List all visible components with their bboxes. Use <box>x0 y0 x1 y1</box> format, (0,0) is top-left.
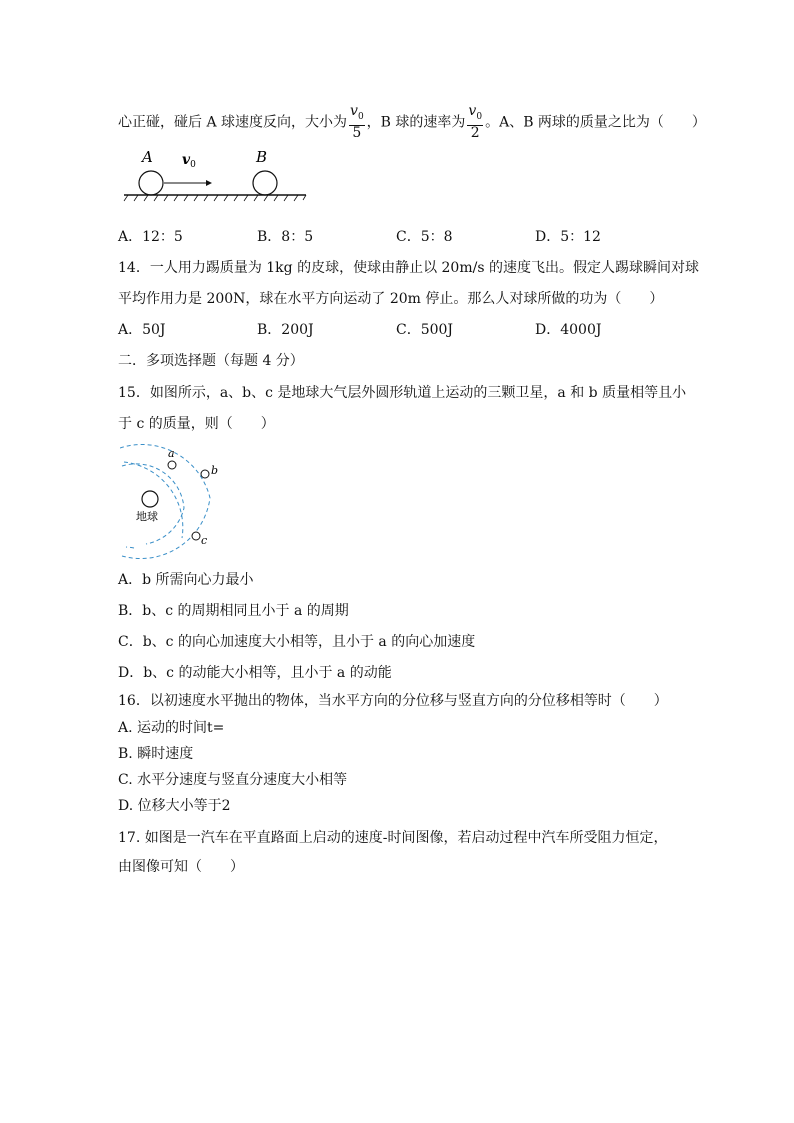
q13-stem-part1: 心正碰，碰后 A 球速度反向，大小为 <box>118 114 348 131</box>
q13-label-v0: $v_0$ <box>182 152 196 170</box>
q16-option-c[interactable]: C. 水平分速度与竖直分速度大小相等 <box>118 772 348 788</box>
q13-fraction-v0-over-5: $\frac{v_0}{5}$ <box>350 103 364 141</box>
q14-option-c[interactable]: C．500J <box>396 322 454 338</box>
q15-satellite-a <box>168 461 176 469</box>
q16-option-a[interactable]: A. 运动的时间t= <box>118 720 225 736</box>
q17-stem-line1: 17. 如图是一汽车在平直路面上启动的速度-时间图像，若启动过程中汽车所受阻力恒定， <box>118 830 668 846</box>
q15-option-b[interactable]: B．b、c 的周期相同且小于 a 的周期 <box>118 603 349 619</box>
q15-stem-line1: 15．如图所示，a、b、c 是地球大气层外圆形轨道上运动的三颗卫星，a 和 b 质量相等且小 <box>118 385 687 401</box>
q14-stem-line1: 14．一人用力踢质量为 1kg 的皮球，使球由静止以 20m/s 的速度飞出。假定人踢球瞬间对球 <box>118 260 699 276</box>
q13-option-d[interactable]: D．5：12 <box>535 229 601 245</box>
q15-option-a[interactable]: A．b 所需向心力最小 <box>118 572 254 588</box>
q13-stem-part3: 。A、B 两球的质量之比为（ ） <box>485 114 706 131</box>
q13-label-a: A <box>142 148 153 166</box>
q13-fraction-v0-over-2: $\frac{v_0}{2}$ <box>468 103 483 141</box>
q14-option-d[interactable]: D．4000J <box>535 322 602 338</box>
q14-stem-line2: 平均作用力是 200N，球在水平方向运动了 20m 停止。那么人对球所做的功为（ ） <box>118 291 664 307</box>
q13-collision-figure <box>120 144 310 206</box>
q14-option-b[interactable]: B．200J <box>257 322 314 338</box>
q14-option-a[interactable]: A．50J <box>118 322 166 338</box>
q15-inner-orbit <box>124 462 183 548</box>
q16-option-d[interactable]: D. 位移大小等于2 <box>118 798 231 814</box>
q15-label-c: c <box>201 534 208 547</box>
q13-velocity-arrowhead <box>206 180 212 186</box>
q15-satellite-c <box>192 532 200 540</box>
q13-option-c[interactable]: C．5：8 <box>396 229 453 245</box>
q15-label-a: a <box>168 447 175 460</box>
q15-satellite-orbit-figure <box>120 444 230 562</box>
q15-earth-label: 地球 <box>136 510 158 523</box>
q13-stem-line <box>118 104 706 141</box>
q15-option-d[interactable]: D．b、c 的动能大小相等，且小于 a 的动能 <box>118 665 392 681</box>
q15-inner-orbit-arc <box>122 464 184 544</box>
q13-ground-hatching <box>124 195 306 201</box>
q15-satellite-b <box>201 470 209 478</box>
q13-stem-part2: ，B 球的速率为 <box>366 114 466 131</box>
q15-label-b: b <box>211 464 219 477</box>
q15-earth <box>142 491 158 507</box>
q15-outer-orbit <box>120 444 210 558</box>
section-title-multiple-choice: 二．多项选择题（每题 4 分） <box>118 353 304 369</box>
q13-option-b[interactable]: B．8：5 <box>257 229 314 245</box>
q15-stem-line2: 于 c 的质量，则（ ） <box>118 416 275 432</box>
q13-ball-a <box>139 171 163 195</box>
q13-option-a[interactable]: A．12：5 <box>118 229 183 245</box>
q13-ball-b <box>253 171 277 195</box>
q17-stem-line2: 由图像可知（ ） <box>118 859 244 875</box>
q16-option-b[interactable]: B. 瞬时速度 <box>118 746 194 762</box>
q13-label-b: B <box>256 148 268 166</box>
q16-stem: 16．以初速度水平抛出的物体，当水平方向的分位移与竖直方向的分位移相等时（ ） <box>118 693 668 709</box>
q15-option-c[interactable]: C．b、c 的向心加速度大小相等，且小于 a 的向心加速度 <box>118 634 476 650</box>
